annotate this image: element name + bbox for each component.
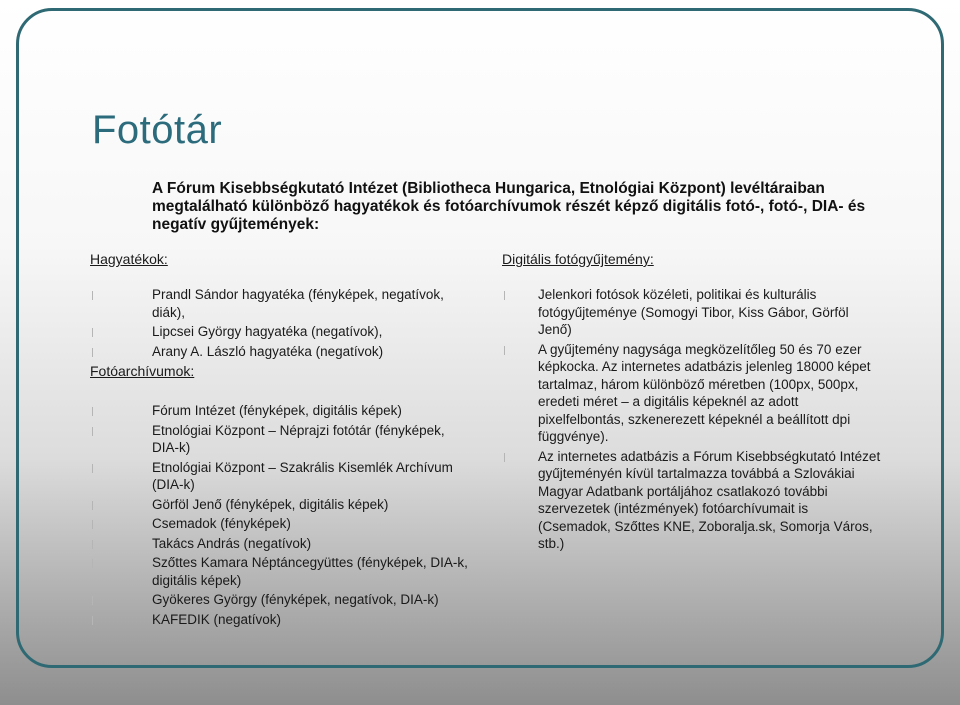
- list-item-text: Görföl Jenő (fényképek, digitális képek): [152, 496, 389, 512]
- list-item-text: Lipcsei György hagyatéka (negatívok),: [152, 324, 383, 339]
- list-item-text: A gyűjtemény nagysága megközelítőleg 50 és 70 ezer képkocka. Az internetes adatbázis jelenleg 18000 képet tartalmaz, három különböző méretben (100px, 500px, eredeti méret – a digitális képeknél az adott pixelfelbontás, szkenerezett képeknél a beállított dpi függvénye).: [538, 341, 871, 444]
- slide-title: Fotótár: [92, 108, 223, 152]
- list-item: [90, 422, 470, 457]
- hagyatekok-heading: Hagyatékok:: [90, 251, 168, 267]
- bullet-icon: [92, 616, 93, 625]
- list-item: [90, 459, 470, 494]
- bullet-icon: [92, 501, 93, 510]
- list-item-text: Takács András (negatívok): [152, 535, 312, 551]
- list-item: [502, 286, 882, 339]
- bullet-icon: [92, 540, 93, 549]
- list-item: [90, 343, 470, 361]
- bullet-icon: [504, 291, 505, 300]
- list-item-text: Arany A. László hagyatéka (negatívok): [152, 343, 384, 359]
- bullet-icon: [504, 346, 505, 355]
- list-item-text: Az internetes adatbázis a Fórum Kisebbségkutató Intézet gyűjteményén kívül tartalmazza továbbá a Szlovákiai Magyar Adatbank portáljához csatlakozó további szervezetek (intézmények) fotóarchívumait is (Csemadok, Szőttes KNE, Zoboralja.sk, Somorja Város, stb.): [538, 448, 881, 551]
- intro-text: A Fórum Kisebbségkutató Intézet (Bibliotheca Hungarica, Etnológiai Központ) levéltáraiban megtalálható különböző hagyatékok és fotóarchívumok részét képző digitális fotó-, fotó-, DIA- és negatív gyűjtemények:: [152, 180, 866, 233]
- digitalis-list: [502, 286, 882, 553]
- digitalis-heading: Digitális fotógyűjtemény:: [502, 251, 654, 267]
- list-item: [90, 591, 470, 609]
- bullet-icon: [92, 464, 93, 473]
- hagyatekok-list: [90, 286, 470, 360]
- bullet-icon: [92, 407, 93, 416]
- list-item: [90, 402, 470, 420]
- list-item: [502, 341, 882, 446]
- list-item-text: Jelenkori fotósok közéleti, politikai és kulturális fotógyűjteménye (Somogyi Tibor, Kiss Gábor, Görföl Jenő): [538, 287, 849, 337]
- bullet-icon: [504, 453, 505, 462]
- list-item-text: Etnológiai Központ – Szakrális Kisemlék Archívum (DIA-k): [152, 459, 453, 492]
- bullet-icon: [92, 427, 93, 436]
- list-item: [502, 448, 882, 553]
- list-item-text: Gyökeres György (fényképek, negatívok, DIA-k): [152, 592, 439, 607]
- bullet-icon: [92, 559, 93, 568]
- list-item: [90, 515, 470, 533]
- bullet-icon: [92, 328, 93, 337]
- list-item: [90, 286, 470, 321]
- list-item: [90, 535, 470, 553]
- list-item-text: Fórum Intézet (fényképek, digitális képek): [152, 403, 402, 418]
- fotoarchivumok-list: [90, 402, 470, 628]
- list-item-text: Prandl Sándor hagyatéka (fényképek, negatívok, diák),: [152, 287, 444, 320]
- list-item-text: Szőttes Kamara Néptáncegyüttes (fényképek, DIA-k, digitális képek): [152, 555, 468, 588]
- fotoarchivumok-heading: Fotóarchívumok:: [90, 363, 195, 379]
- bullet-icon: [92, 520, 93, 529]
- list-item: [90, 611, 470, 629]
- list-item: [90, 554, 470, 589]
- list-item: [90, 496, 470, 514]
- list-item-text: Etnológiai Központ – Néprajzi fotótár (fényképek, DIA-k): [152, 422, 445, 455]
- list-item-text: Csemadok (fényképek): [152, 516, 291, 531]
- list-item-text: KAFEDIK (negatívok): [152, 611, 282, 627]
- bullet-icon: [92, 291, 93, 300]
- right-column: [502, 250, 882, 555]
- bullet-icon: [92, 596, 93, 605]
- bullet-icon: [92, 348, 93, 357]
- left-column: [90, 250, 470, 630]
- list-item: [90, 323, 470, 341]
